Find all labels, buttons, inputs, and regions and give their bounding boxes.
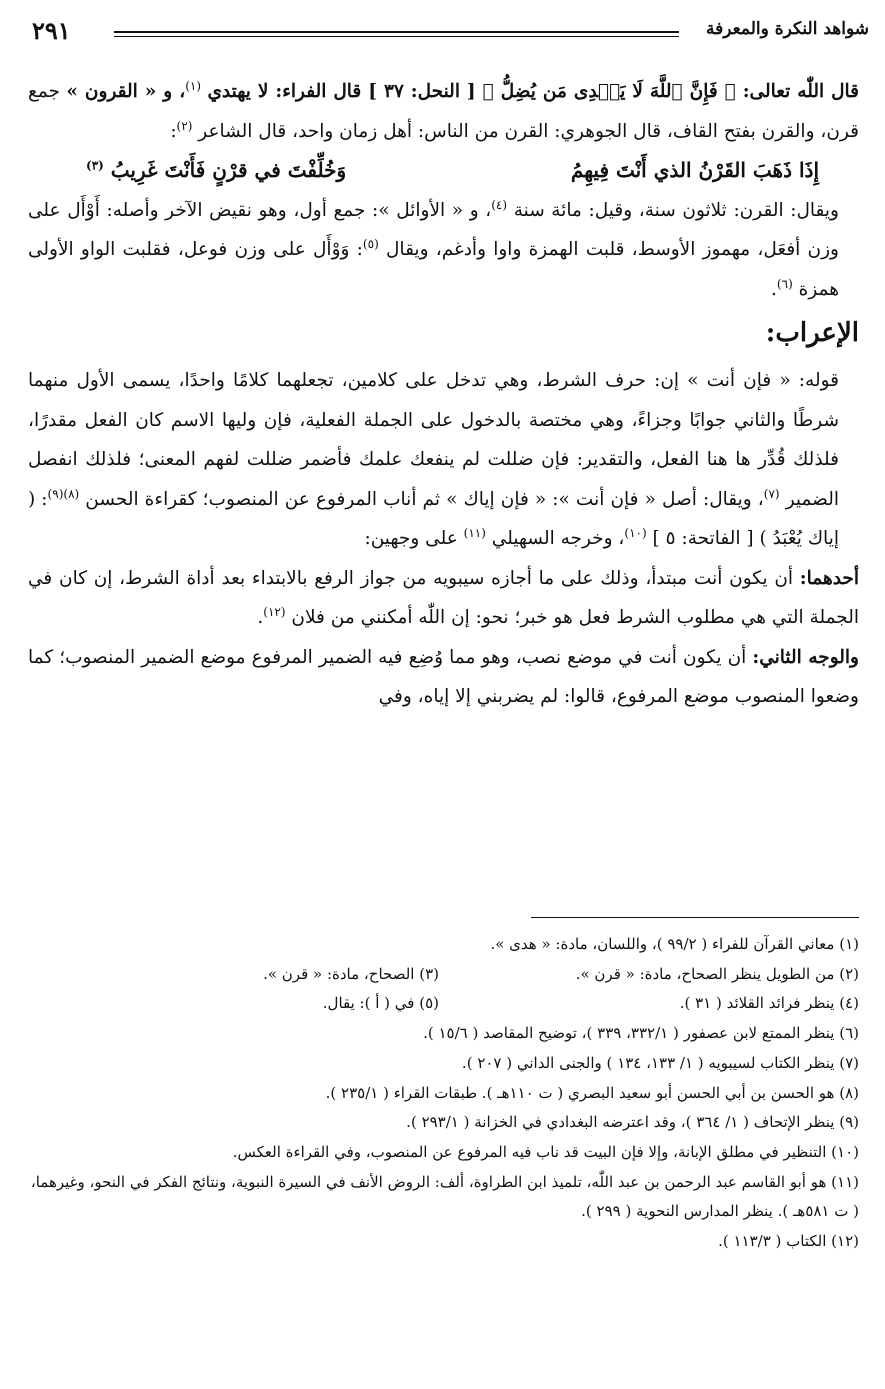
footnote-9: (٩) ينظر الإتحاف ( ١/ ٣٦٤ )، وقد اعترضه البغدادي في الخزانة ( ٢٩٣/١ ). xyxy=(406,1113,859,1132)
footnote-ref: (٦) xyxy=(776,276,793,291)
running-title: شواهد النكرة والمعرفة xyxy=(706,19,869,39)
text-span: ويقال: القرن: ثلاثون سنة، وقيل: مائة سنة xyxy=(513,199,839,221)
main-text xyxy=(28,72,859,717)
text-span: : وَوْأَل على وزن فوعل، فقلبت الواو الأولى همزة xyxy=(28,239,839,300)
footnote-10: (١٠) التنظير في مطلق الإبانة، وإلا فإن البيت قد ناب فيه المرفوع عن المنصوب، وفي القراءة العكس. xyxy=(232,1142,859,1161)
text-span: جمع قرن، والقرن بفتح القاف، قال الجوهري: القرن من الناس: أهل زمان واحد، قال الشاعر xyxy=(28,81,859,142)
verse-text: وَخُلِّفْتَ في قرْنٍ فَأَنْتَ غَرِيبُ xyxy=(110,158,347,182)
paragraph-label: أحدهما: xyxy=(799,567,859,589)
verse-hemistich-first: إِذَا ذَهَبَ القَرْنُ الذي أَنْتَ فِيهِمُ xyxy=(570,158,819,182)
text-span: قوله: « فإن أنت » إن: حرف الشرط، وهي تدخل على كلامين، تجعلهما كلامًا واحدًا، يسمى الأول منهما شرطًا والثاني جوابًا وجزاءً، وهي مختصة بالدخول على الجملة الفعلية، فإن وليها الاسم كان الفعل مقدرًا، فلذلك قُدِّر ها هنا الفعل، والتقدير: فإن ضللت لم ينفعك علمك فأضمر ضللت لفهم المعنى؛ فلذلك انفصل الضمير xyxy=(28,370,839,510)
text-span: أن يكون أنت في موضع نصب، وهو مما وُضِع فيه الضمير المرفوع موضع الضمير المنصوب؛ كما وضعوا المنصوب موضع المرفوع، قالوا: لم يضربني إلا إياه، وفي xyxy=(28,646,859,707)
footnote-4: (٤) ينظر فرائد القلائد ( ٣١ ). xyxy=(679,994,859,1013)
footnote-row xyxy=(28,960,859,990)
text-span: . xyxy=(257,607,264,628)
paragraph-quran xyxy=(28,72,859,151)
footnote-8: (٨) هو الحسن بن أبي الحسن أبو سعيد البصري ( ت ١١٠هـ ). طبقات القراء ( ٢٣٥/١ ). xyxy=(325,1083,859,1102)
footnote-ref: (١٢) xyxy=(263,604,286,619)
footnote-ref: (٤) xyxy=(491,197,508,212)
text-span: ، و « القرون » xyxy=(66,81,186,102)
footnote-ref: (٧) xyxy=(763,486,780,501)
footnote-ref: (١٠) xyxy=(624,525,647,540)
page-number: ٢٩١ xyxy=(32,16,71,45)
text-span: أن يكون أنت مبتدأ، وذلك على ما أجازه سيبويه من جواز الرفع بالابتداء بعد أداة الشرط، إن كان في الجملة التي هي مطلوب الشرط فعل هو خبر؛ نحو: إن اللّٰه أمكنني من فلان xyxy=(28,567,859,628)
text-span: على وجهين: xyxy=(364,528,464,549)
section-heading: الإعراب: xyxy=(765,318,859,348)
paragraph-definitions xyxy=(28,191,859,310)
footnote-ref: (٢) xyxy=(176,118,193,133)
footnote-ref: (٣) xyxy=(86,158,104,173)
footnote-11: (١١) هو أبو القاسم عبد الرحمن بن عبد اللّٰه، تلميذ ابن الطراوة، ألف: الروض الأنف في السيرة النبوية، ونتائج الفكر في النحو، وغيرهما، ( ت ٥٨١هـ ). ينظر المدارس النحوية ( ٢٩٩ ). xyxy=(30,1172,859,1221)
footnote-row xyxy=(28,989,859,1019)
page-header xyxy=(32,14,869,50)
header-rule xyxy=(114,31,679,37)
text-span: . xyxy=(771,278,777,300)
footnote-5: (٥) في ( أ ): يقال. xyxy=(322,994,439,1013)
text-span: ، وخرجه السهيلي xyxy=(491,528,625,549)
footnote-ref: (١) xyxy=(185,78,202,93)
footnote-7: (٧) ينظر الكتاب لسيبويه ( ١/ ١٣٣، ١٣٤ ) والجنى الداني ( ٢٠٧ ). xyxy=(461,1053,859,1072)
footnote-2: (٢) من الطويل ينظر الصحاح، مادة: « قرن ». xyxy=(575,964,859,983)
text-span: : ( إياك يُعْبَدُ ) [ الفاتحة: ٥ ] xyxy=(28,488,839,549)
footnote-1: (١) معاني القرآن للفراء ( ٩٩/٢ )، واللسان، مادة: « هدى ». xyxy=(490,935,859,953)
footnotes xyxy=(28,930,859,1257)
paragraph-irab xyxy=(28,361,859,559)
footnote-ref: (٨)(٩) xyxy=(47,486,80,501)
footnote-ref: (٥) xyxy=(362,236,379,251)
text-span: ، و « الأوائل »: جمع أول، وهو نقيض الآخر وأصله: أَوْأَل على وزن أفعَل، مهموز الأوسط، قلبت الهمزة واوا وأدغم، ويقال xyxy=(28,199,839,260)
paragraph-label: والوجه الثاني: xyxy=(752,646,859,668)
footnote-12: (١٢) الكتاب ( ١١٣/٣ ). xyxy=(718,1232,859,1251)
poetry-verse xyxy=(28,151,859,191)
footnote-ref: (١١) xyxy=(463,525,486,540)
paragraph-second-view xyxy=(28,638,859,717)
footnote-6: (٦) ينظر الممتع لابن عصفور ( ٣٣٢/١، ٣٣٩ )، توضيح المقاصد ( ١٥/٦ ). xyxy=(423,1024,859,1043)
quran-quote-text: قال اللّٰه تعالى: ﴿ فَإِنَّ ٱللَّهَ لَا يَهۡدِى مَن يُضِلُّ ﴾ [ النحل: ٣٧ ] قال الفراء: لا يهتدي xyxy=(207,81,860,102)
footnote-separator xyxy=(531,917,859,918)
text-span: ، ويقال: أصل « فإن أنت »: « فإن إياك » ثم أناب المرفوع عن المنصوب؛ كقراءة الحسن xyxy=(85,488,764,510)
text-span: : xyxy=(170,120,177,142)
paragraph-first-view xyxy=(28,559,859,638)
footnote-3: (٣) الصحاح، مادة: « قرن ». xyxy=(263,964,439,983)
verse-hemistich-second xyxy=(86,151,346,191)
